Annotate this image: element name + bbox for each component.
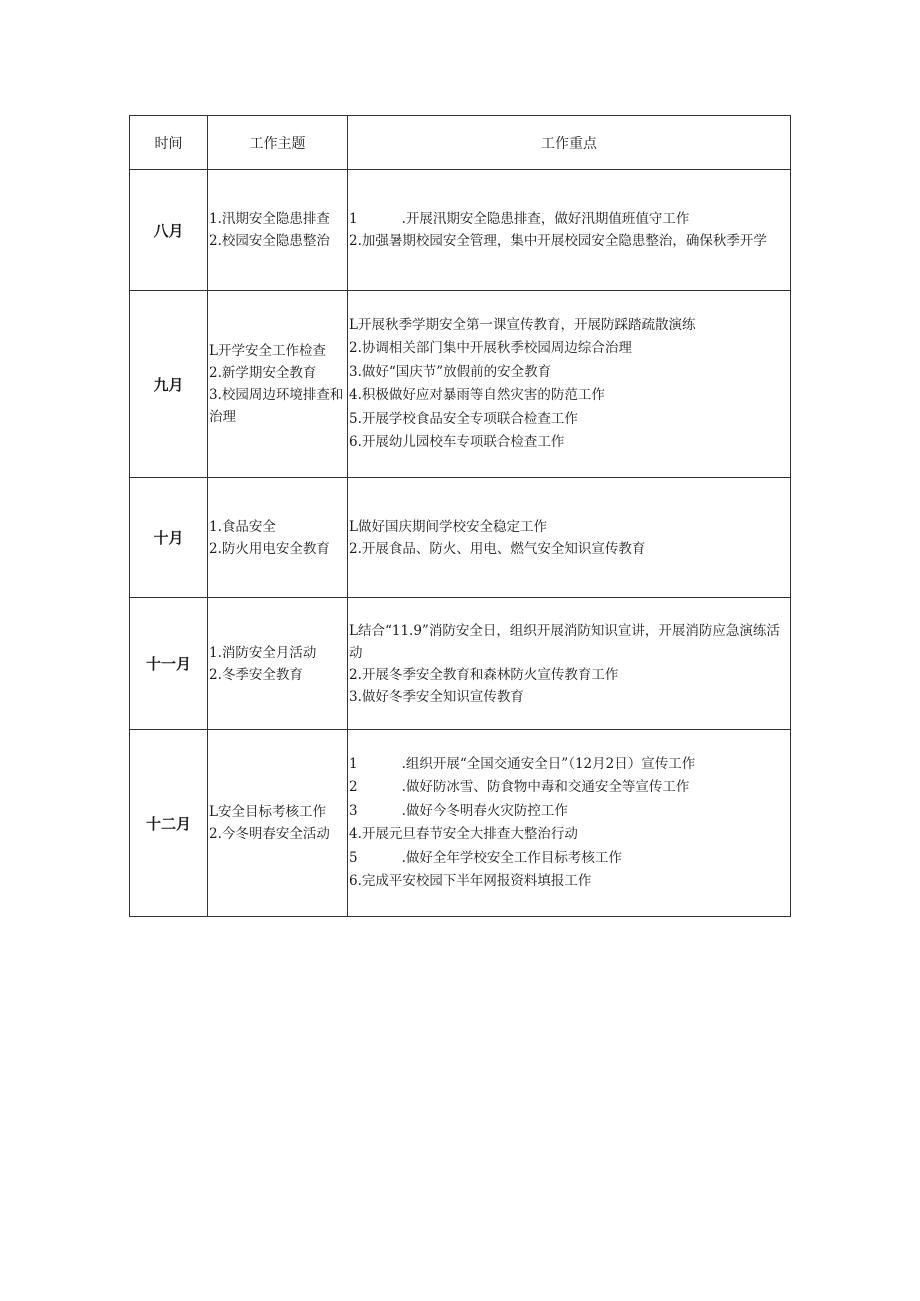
point-item: 6.完成平安校园下半年网报资料填报工作 [349, 873, 592, 889]
topic-item: 2.新学期安全教育 [209, 365, 317, 381]
topic-item: 2.校园安全隐患整治 [209, 233, 330, 249]
points-cell [348, 730, 791, 917]
topic-item: L开学安全工作检查 [209, 343, 326, 359]
table-row [130, 598, 791, 730]
point-item: 6.开展幼儿园校车专项联合检查工作 [349, 434, 565, 450]
table-row [130, 478, 791, 598]
topic-item: L安全目标考核工作 [209, 804, 326, 820]
topics-cell [208, 291, 348, 478]
work-schedule-table [129, 115, 791, 917]
topic-item: 3.校园周边环境排查和治理 [209, 387, 344, 425]
topics-cell [208, 598, 348, 730]
topic-item: 2.防火用电安全教育 [209, 540, 330, 557]
point-item [349, 208, 786, 230]
header-time: 时间 [130, 116, 208, 170]
month-cell: 十二月 [130, 730, 208, 917]
header-row [130, 116, 791, 170]
point-number: 1 [349, 211, 358, 227]
header-focus: 工作重点 [348, 116, 791, 170]
point-item: L结合“11.9”消防安全日，组织开展消防知识宣讲，开展消防应急演练活动 [349, 622, 780, 661]
point-item [349, 847, 786, 871]
point-item: L做好国庆期间学校安全稳定工作 [349, 518, 547, 535]
points-cell [348, 478, 791, 598]
point-number: 3 [349, 802, 358, 819]
point-text: .组织开展“全国交通安全日”（12月2日）宣传工作 [401, 755, 696, 772]
topic-item: 1.汛期安全隐患排查 [209, 211, 330, 227]
points-cell [348, 170, 791, 291]
point-text: .做好全年学校安全工作目标考核工作 [401, 849, 622, 866]
table-row [130, 291, 791, 478]
point-text: .做好今冬明春火灾防控工作 [401, 802, 568, 819]
point-number: 2 [349, 779, 358, 795]
topic-item: 1.消防安全月活动 [209, 644, 317, 661]
point-item: 2.协调相关部门集中开展秋季校园周边综合治理 [349, 340, 632, 356]
table-row [130, 730, 791, 917]
topic-item: 1.食品安全 [209, 518, 276, 535]
topics-cell [208, 170, 348, 291]
table-row [130, 170, 791, 291]
point-item [349, 753, 786, 777]
point-item: 4.开展元旦春节安全大排查大整治行动 [349, 826, 578, 842]
point-item: 5.开展学校食品安全专项联合检查工作 [349, 410, 578, 427]
month-cell: 九月 [130, 291, 208, 478]
month-cell: 八月 [130, 170, 208, 291]
topics-cell [208, 730, 348, 917]
point-number: 5 [349, 849, 358, 866]
month-cell: 十月 [130, 478, 208, 598]
point-number: 1 [349, 755, 358, 772]
point-item: 2.加强暑期校园安全管理，集中开展校园安全隐患整治，确保秋季开学 [349, 233, 767, 249]
topics-cell [208, 478, 348, 598]
point-item: 3.做好“国庆节”放假前的安全教育 [349, 363, 552, 380]
month-cell: 十一月 [130, 598, 208, 730]
points-cell [348, 598, 791, 730]
point-item: 4.积极做好应对暴雨等自然灾害的防范工作 [349, 387, 605, 403]
point-item [349, 800, 786, 824]
point-item: 3.做好冬季安全知识宣传教育 [349, 688, 524, 705]
point-text: .开展汛期安全隐患排查，做好汛期值班值守工作 [401, 211, 690, 227]
point-text: .做好防冰雪、防食物中毒和交通安全等宣传工作 [401, 779, 690, 795]
point-item: 2.开展食品、防火、用电、燃气安全知识宣传教育 [349, 540, 646, 557]
point-item [349, 776, 786, 800]
point-item: 2.开展冬季安全教育和森林防火宣传教育工作 [349, 666, 619, 683]
point-item: L开展秋季学期安全第一课宣传教育，开展防踩踏疏散演练 [349, 316, 696, 333]
points-cell [348, 291, 791, 478]
topic-item: 2.今冬明春安全活动 [209, 826, 330, 842]
topic-item: 2.冬季安全教育 [209, 666, 303, 683]
header-topic: 工作主题 [208, 116, 348, 170]
